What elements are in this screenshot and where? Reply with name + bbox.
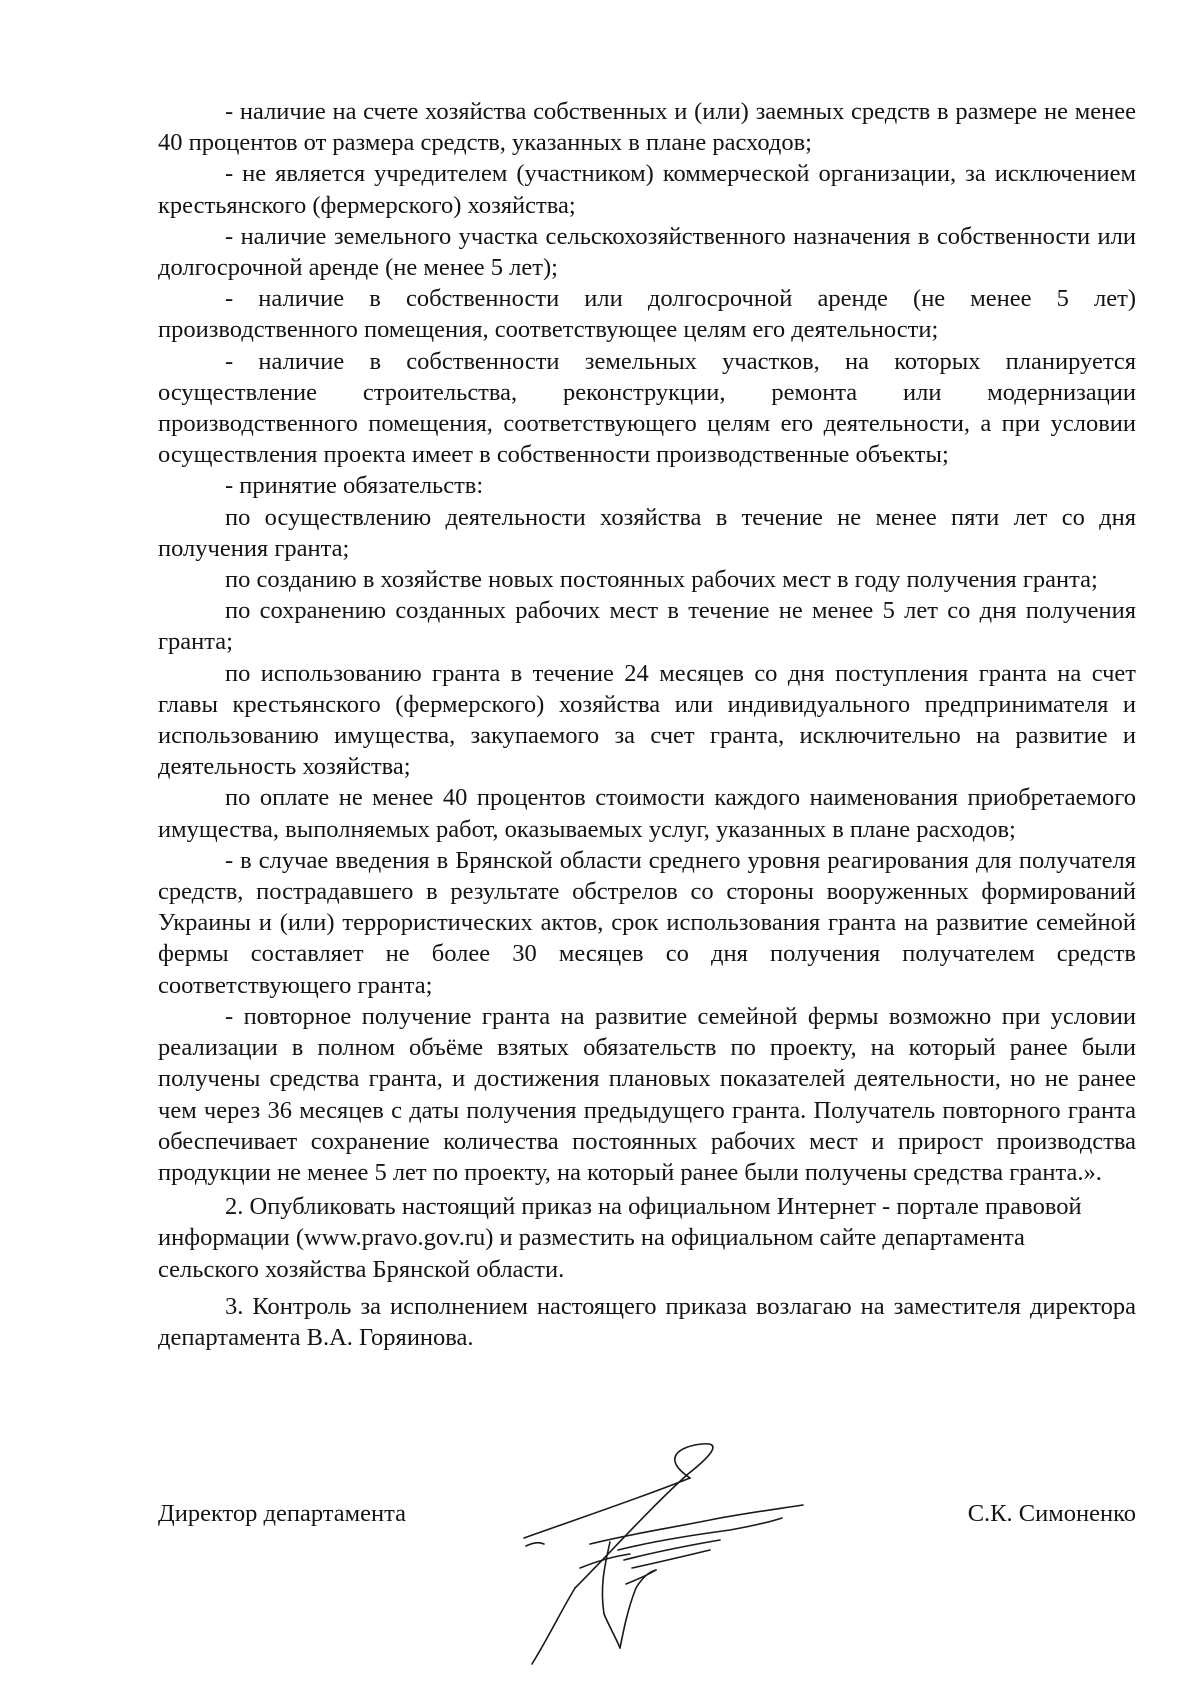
paragraph-land-ownership: - наличие в собственности земельных участков, на которых планируется осуществление строительства, реконструкции, ремонта или модернизации производственного помещения, соответствующего целям его деятельности, а при условии осуществления проекта имеет в собственности производственные объекты; (158, 347, 1136, 469)
document-body (158, 96, 1136, 1353)
paragraph-obligation-new-jobs: по созданию в хозяйстве новых постоянных рабочих мест в году получения гранта; (225, 566, 1098, 594)
signatory-name: С.К. Симоненко (967, 1500, 1136, 1527)
handwritten-signature (520, 1438, 840, 1668)
paragraph-obligation-grant-use: по использованию гранта в течение 24 месяцев со дня поступления гранта на счет главы крестьянского (фермерского) хозяйства или индивидуального предпринимателя и использованию имущества, закупаемого за счет гранта, исключительно на развитие и деятельность хозяйства; (158, 659, 1136, 781)
paragraph-obligation-activity: по осуществлению деятельности хозяйства в течение не менее пяти лет со дня получения гранта; (158, 503, 1136, 562)
paragraph-not-founder: - не является учредителем (участником) коммерческой организации, за исключением крестьянского (фермерского) хозяйства; (158, 160, 1136, 219)
paragraph-obligation-payment: по оплате не менее 40 процентов стоимости каждого наименования приобретаемого имущества, выполняемых работ, оказываемых услуг, указанных в плане расходов; (158, 784, 1136, 843)
signatory-position: Директор департамента (158, 1500, 407, 1527)
paragraph-response-level: - в случае введения в Брянской области среднего уровня реагирования для получателя средств, пострадавшего в результате обстрелов со стороны вооруженных формирований Украины и (или) террористических актов, срок использования гранта на развитие семейной фермы составляет не более 30 месяцев со дня получения получателем средств соответствующего гранта; (158, 846, 1136, 999)
paragraph-control: 3. Контроль за исполнением настоящего приказа возлагаю на заместителя директора департамента В.А. Горяинова. (158, 1292, 1136, 1351)
paragraph-obligation-keep-jobs: по сохранению созданных рабочих мест в течение не менее 5 лет со дня получения гранта; (158, 597, 1136, 656)
paragraph-production-premises: - наличие в собственности или долгосрочной аренде (не менее 5 лет) производственного помещения, соответствующее целям его деятельности; (158, 285, 1136, 344)
paragraph-own-funds: - наличие на счете хозяйства собственных и (или) заемных средств в размере не менее 40 процентов от размера средств, указанных в плане расходов; (158, 98, 1136, 157)
paragraph-publish-order: 2. Опубликовать настоящий приказ на официальном Интернет - портале правовой информации (www.pravo.gov.ru) и разместить на официальном сайте департамента сельского хозяйства Брянской области. (158, 1193, 1082, 1283)
paragraph-land-plot: - наличие земельного участка сельскохозяйственного назначения в собственности или долгосрочной аренде (не менее 5 лет); (158, 222, 1136, 282)
paragraph-obligations: - принятие обязательств: (225, 472, 484, 500)
paragraph-repeat-grant: - повторное получение гранта на развитие семейной фермы возможно при условии реализации в полном объёме взятых обязательств по проекту, на который ранее были получены средства гранта, и достижения плановых показателей деятельности, но не ранее чем через 36 месяцев с даты получения предыдущего гранта. Получатель повторного гранта обеспечивает сохранение количества постоянных рабочих мест и прирост производства продукции не менее 5 лет по проекту, на который ранее были получены средства гранта.». (158, 1002, 1136, 1186)
